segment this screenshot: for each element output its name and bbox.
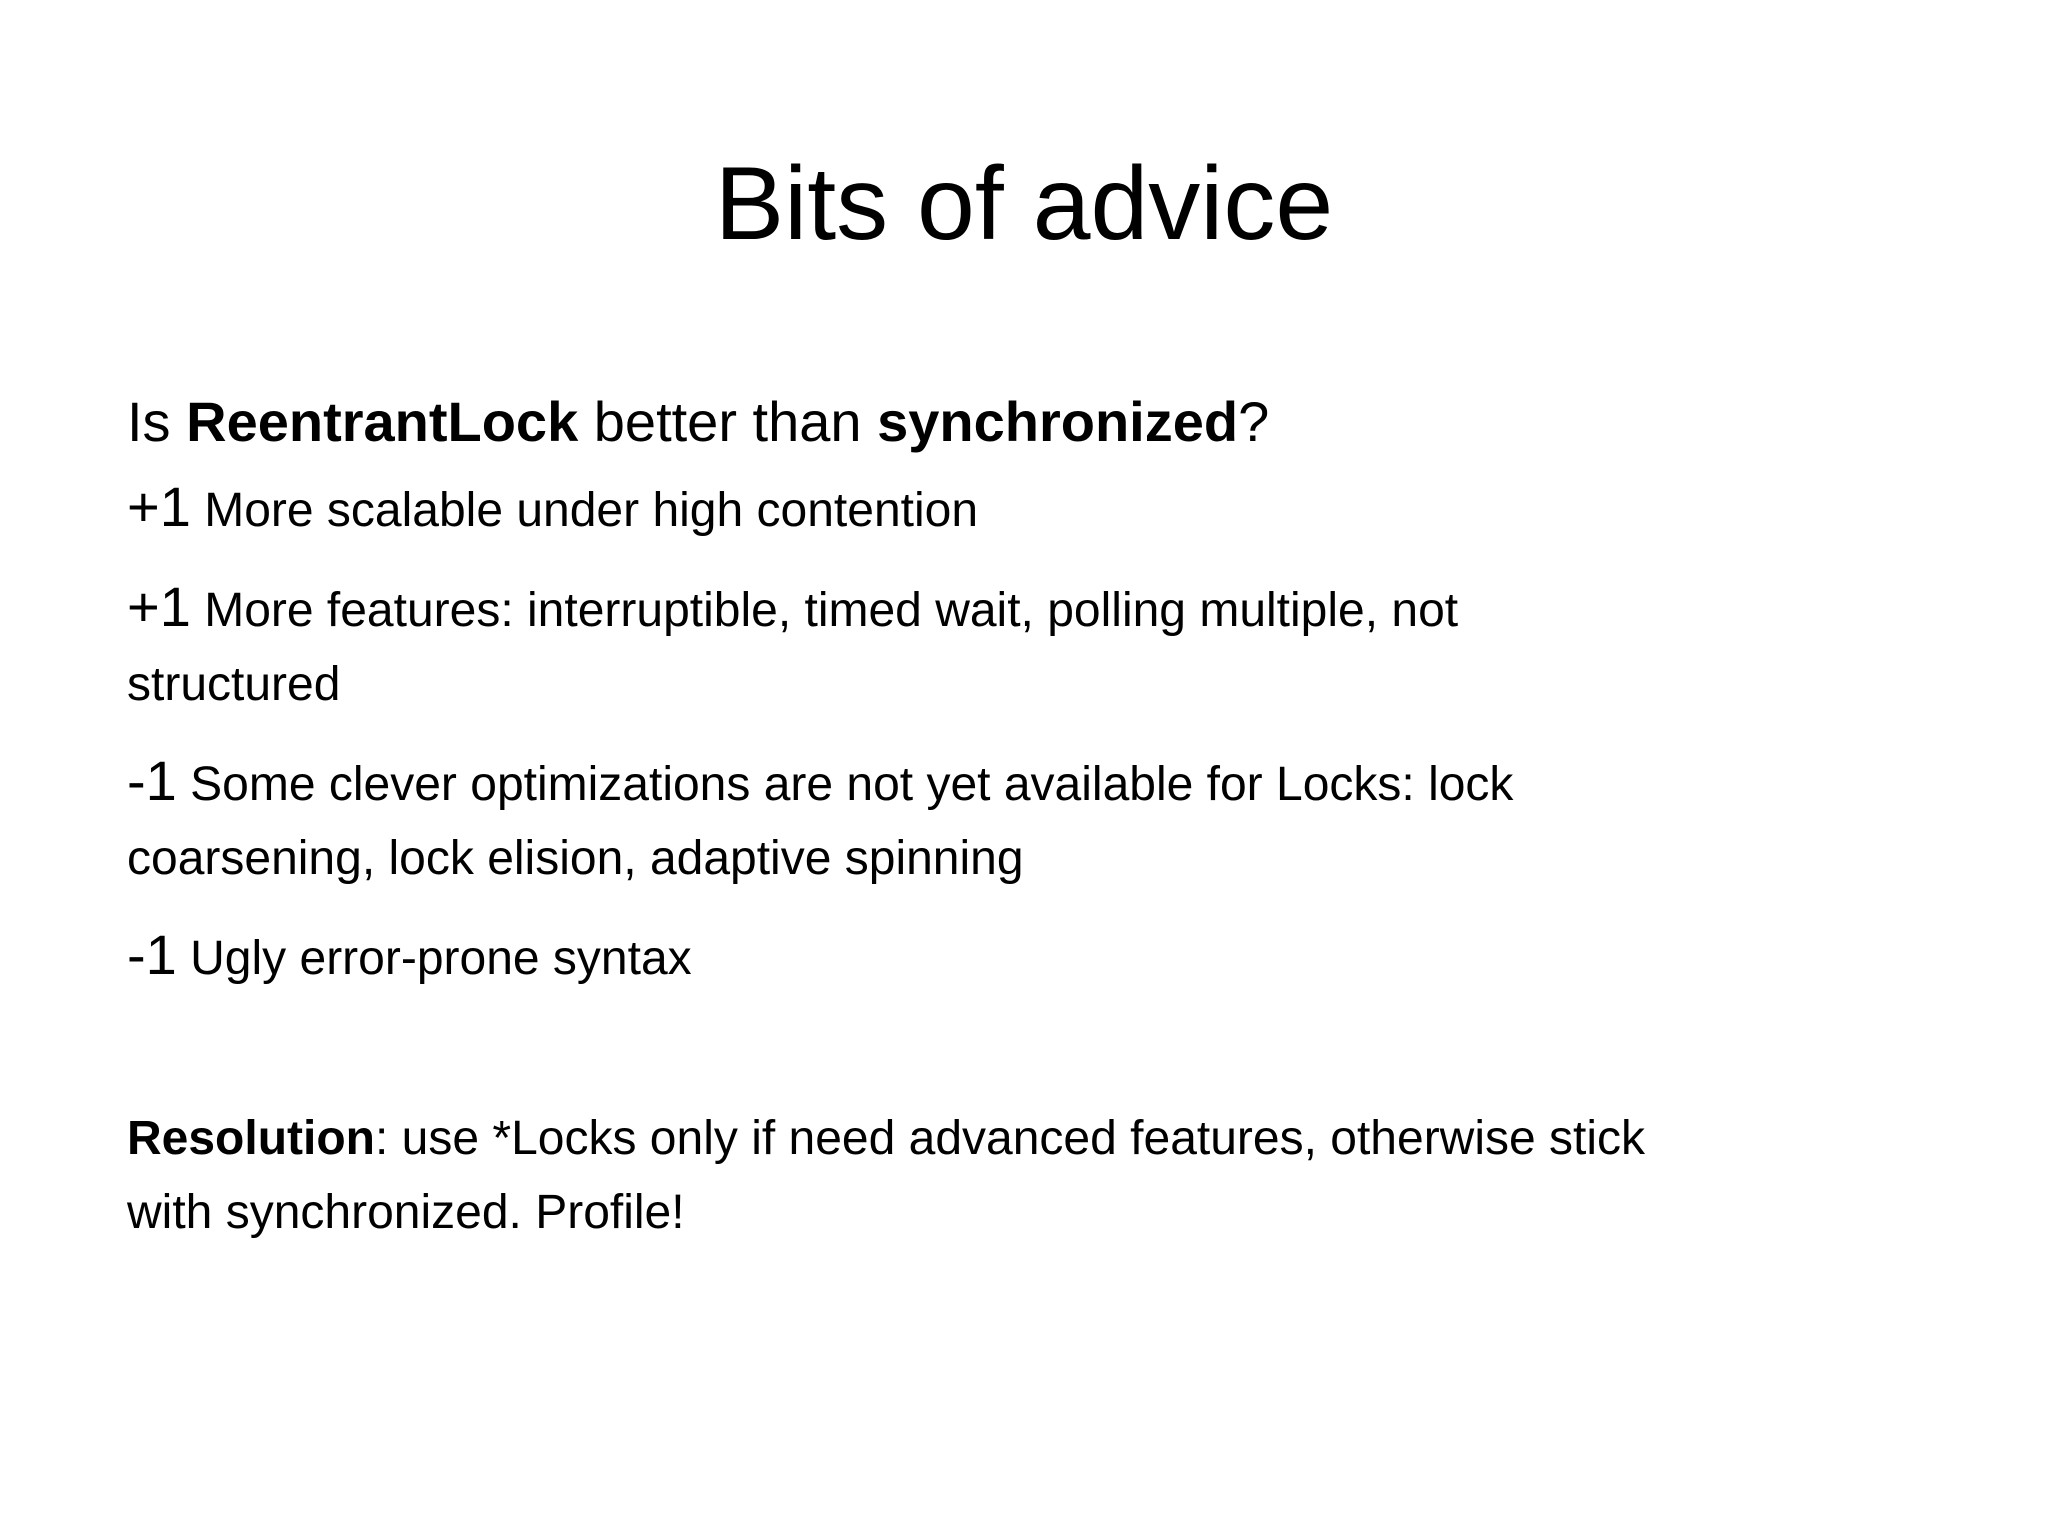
list-item: [127, 470, 1947, 548]
list-item-line: [127, 470, 1947, 548]
list-item-continuation: structured: [127, 658, 341, 711]
list-item: [127, 918, 1947, 996]
score-mark: +1: [127, 475, 191, 538]
list-item-text: More features: interruptible, timed wait, polling multiple, not: [204, 584, 1459, 637]
question-suffix: ?: [1238, 390, 1270, 453]
list-item-text: More scalable under high contention: [204, 484, 979, 537]
score-mark: -1: [127, 749, 177, 812]
list-item-continuation: coarsening, lock elision, adaptive spinning: [127, 832, 1024, 885]
question-prefix: Is: [127, 390, 187, 453]
resolution-text: : use *Locks only if need advanced features, otherwise stick: [375, 1112, 1646, 1165]
list-item-text: Some clever optimizations are not yet available for Locks: lock: [190, 758, 1514, 811]
question-term-reentrantlock: ReentrantLock: [186, 390, 579, 453]
resolution-continuation: with synchronized. Profile!: [127, 1186, 685, 1239]
list-item-line: [127, 570, 1947, 648]
score-mark: -1: [127, 923, 177, 986]
question-line: [127, 382, 1947, 462]
list-item: [127, 570, 1947, 722]
resolution-line: [127, 1102, 1947, 1176]
score-mark: +1: [127, 575, 191, 638]
list-item-line: [127, 918, 1947, 996]
resolution-label: Resolution: [127, 1112, 375, 1165]
question-term-synchronized: synchronized: [877, 390, 1239, 453]
list-item-text: Ugly error-prone syntax: [190, 932, 692, 985]
list-item: [127, 744, 1947, 896]
list-item-line: [127, 744, 1947, 822]
slide-body: [127, 382, 1947, 1250]
slide-title: Bits of advice: [714, 146, 1334, 262]
question-middle: better than: [578, 390, 878, 453]
resolution-paragraph: [127, 1102, 1947, 1250]
